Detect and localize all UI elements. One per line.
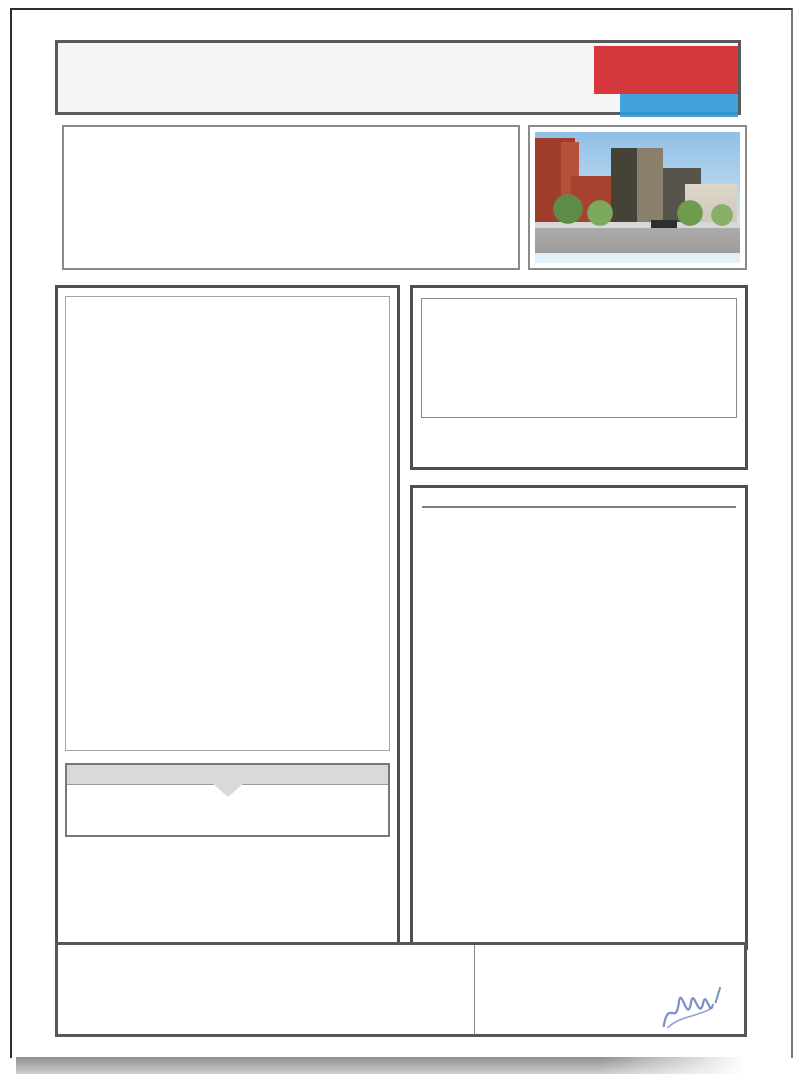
building-photo-box [528, 125, 747, 270]
requirements-box [65, 763, 390, 837]
signature-scribble [654, 981, 730, 1034]
building-photo [535, 132, 740, 263]
pie-chart [613, 304, 720, 411]
footer-certificate-column [474, 945, 744, 1034]
classification-panel [55, 285, 400, 950]
energy-scale [65, 296, 390, 751]
page-bottom-shadow [16, 1057, 746, 1074]
logo-reality-text [620, 94, 738, 117]
delivered-energy-panel [410, 285, 748, 470]
delivered-energy-chart-area [421, 298, 737, 418]
logo-mm-text [594, 46, 738, 94]
building-info-box [62, 125, 520, 270]
indicators-detail-rows [422, 506, 736, 508]
requirements-heading [67, 765, 388, 785]
footer-box [55, 942, 747, 1037]
indicators-panel [410, 485, 748, 950]
footer-specialist-column [58, 945, 474, 1034]
mm-reality-logo [594, 46, 738, 117]
